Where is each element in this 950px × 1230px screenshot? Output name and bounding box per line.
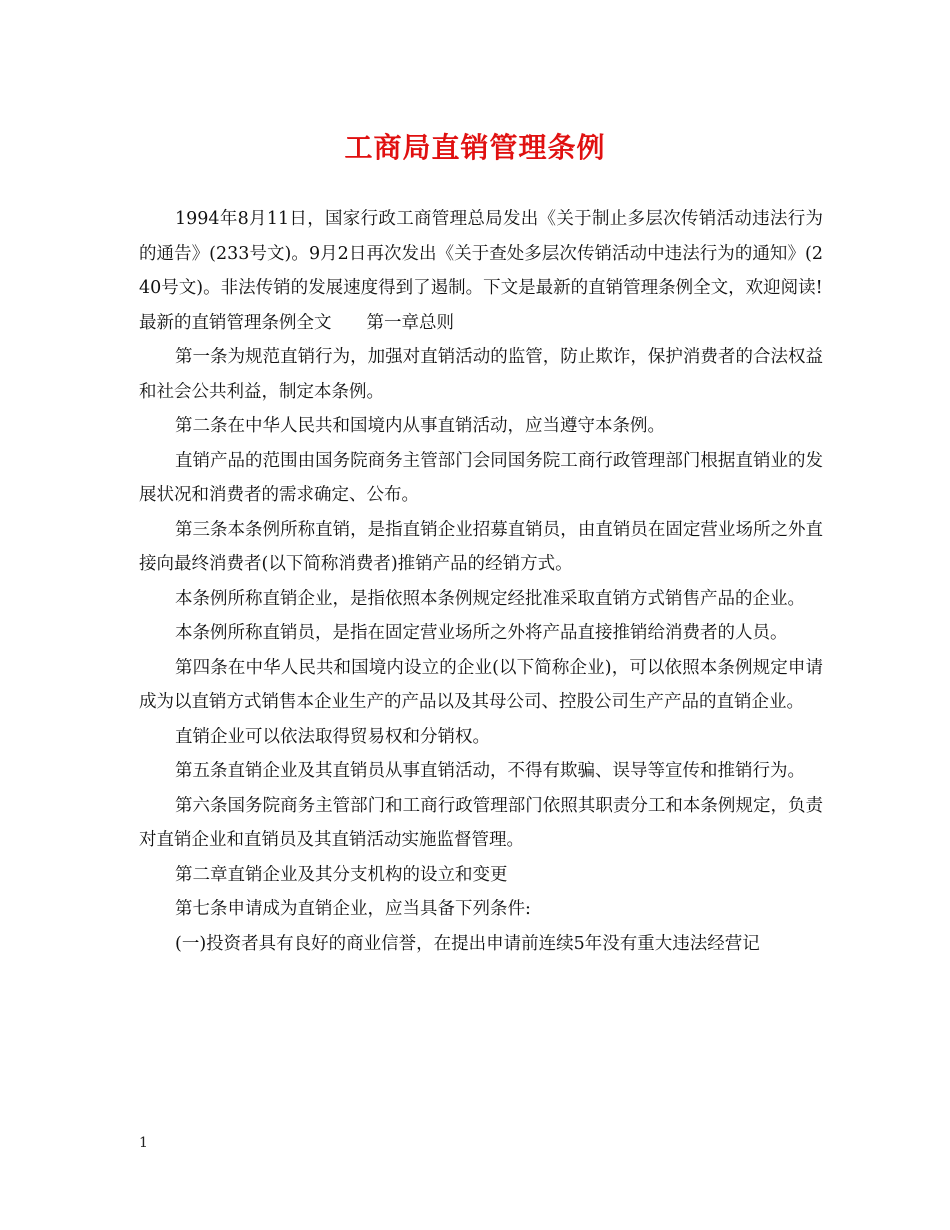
paragraph: 第一条为规范直销行为，加强对直销活动的监管，防止欺诈，保护消费者的合法权益和社会公共利益，制定本条例。 [139,347,823,402]
paragraph: 本条例所称直销企业，是指依照本条例规定经批准采取直销方式销售产品的企业。 [175,588,805,609]
chapter-heading: 第二章直销企业及其分支机构的设立和变更 [175,864,508,885]
paragraph: 第二条在中华人民共和国境内从事直销活动，应当遵守本条例。 [175,416,665,436]
paragraph: 第六条国务院商务主管部门和工商行政管理部门依照其职责分工和本条例规定，负责对直销企业和直销员及其直销活动实施监督管理。 [139,795,823,850]
document-title: 工商局直销管理条例 [344,131,606,164]
page-number: 1 [139,1135,148,1151]
paragraph: 第五条直销企业及其直销员从事直销活动，不得有欺骗、误导等宣传和推销行为。 [175,761,805,781]
paragraph: 直销企业可以依法取得贸易权和分销权。 [175,726,490,747]
paragraph: (一)投资者具有良好的商业信誉，在提出申请前连续5年没有重大违法经营记 [175,933,760,954]
paragraph: 第七条申请成为直销企业，应当具备下列条件: [175,899,531,919]
document-body [139,202,823,961]
section-heading: 最新的直销管理条例全文 第一章总则 [139,312,454,333]
paragraph: 直销产品的范围由国务院商务主管部门会同国务院工商行政管理部门根据直销业的发展状况和消费者的需求确定、公布。 [139,450,823,505]
paragraph: 1994年8月11日，国家行政工商管理总局发出《关于制止多层次传销活动违法行为的通告》(233号文)。9月2日再次发出《关于查处多层次传销活动中违法行为的通知》(240号文)。非法传销的发展速度得到了遏制。下文是最新的直销管理条例全文，欢迎阅读! [139,209,823,298]
paragraph: 第三条本条例所称直销，是指直销企业招募直销员，由直销员在固定营业场所之外直接向最终消费者(以下简称消费者)推销产品的经销方式。 [139,519,823,574]
paragraph: 第四条在中华人民共和国境内设立的企业(以下简称企业)，可以依照本条例规定申请成为以直销方式销售本企业生产的产品以及其母公司、控股公司生产产品的直销企业。 [139,657,823,712]
paragraph: 本条例所称直销员，是指在固定营业场所之外将产品直接推销给消费者的人员。 [175,623,788,643]
